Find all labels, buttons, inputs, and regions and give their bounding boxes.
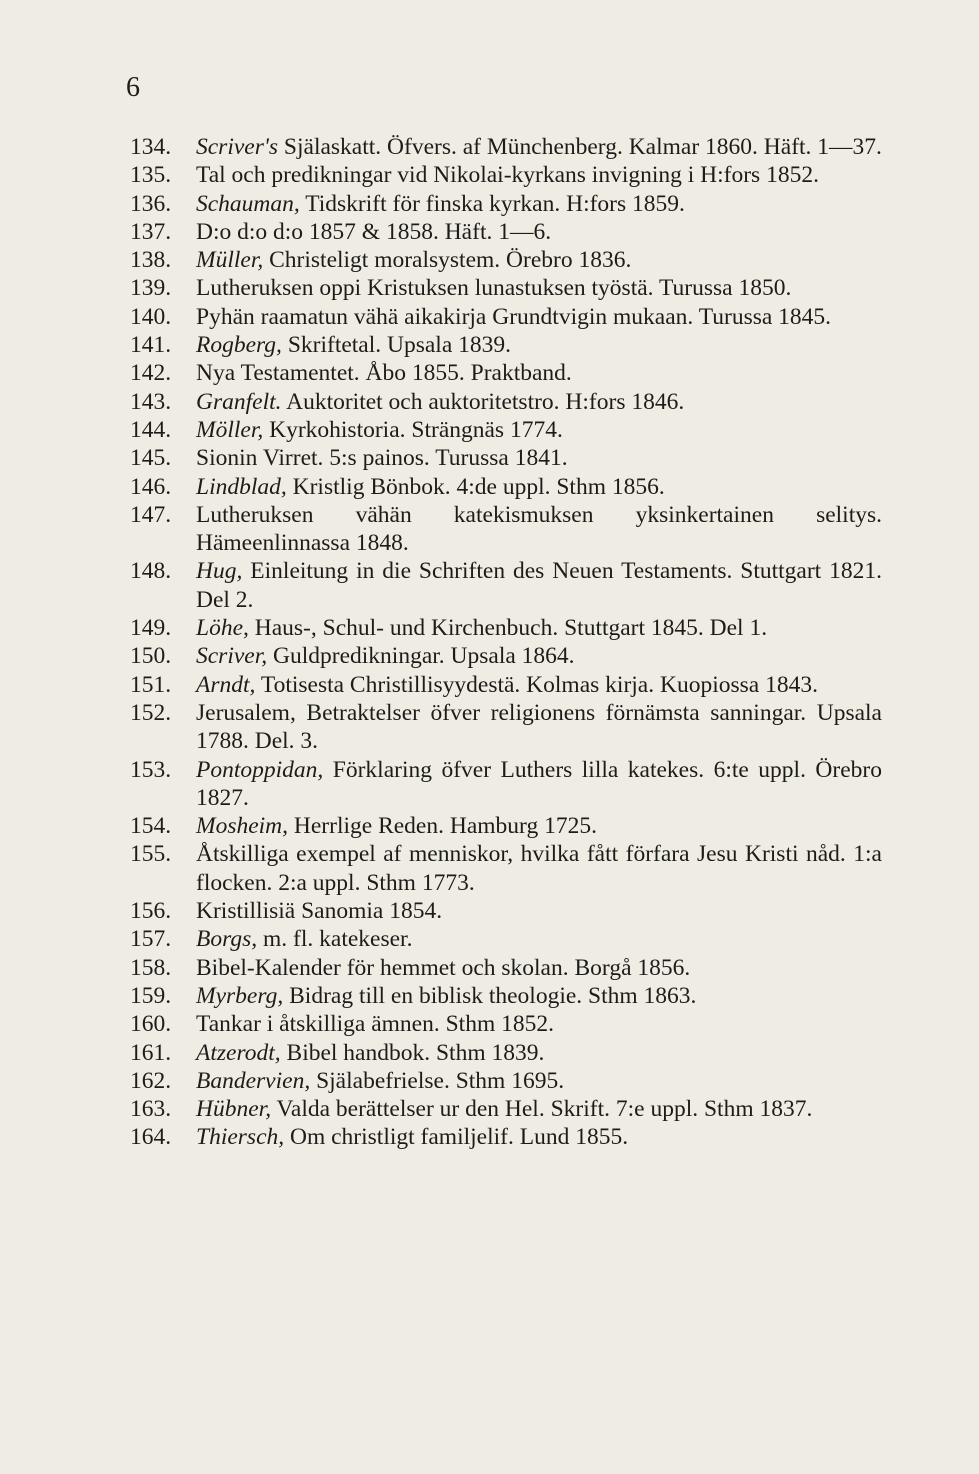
entry-title: Förklaring öfver Luthers lilla katekes. 6:te uppl. Örebro 1827. <box>196 756 882 811</box>
catalogue-entry <box>130 982 882 1010</box>
catalogue-entry <box>130 954 882 982</box>
entry-author: Pontoppidan, <box>196 756 324 783</box>
entry-text <box>196 218 882 246</box>
entry-title: Lutheruksen vähän katekismuksen yksinkertainen selitys. Hämeenlinnassa 1848. <box>196 501 882 557</box>
entry-title: Einleitung in die Schriften des Neuen Testaments. Stuttgart 1821. Del 2. <box>196 558 882 613</box>
entry-title: Bibel-Kalender för hemmet och skolan. Borgå 1856. <box>196 954 691 981</box>
entry-author: Möller, <box>196 416 264 443</box>
catalogue-entry <box>130 1010 882 1038</box>
catalogue-entry <box>130 925 882 953</box>
catalogue-entry <box>130 218 882 246</box>
entry-text <box>196 699 882 756</box>
entry-number: 148. <box>130 558 172 585</box>
entry-title: Kristillisiä Sanomia 1854. <box>196 898 443 925</box>
catalogue-entry <box>130 897 882 925</box>
entry-number: 151. <box>130 671 172 698</box>
entry-title: Bibel handbok. Sthm 1839. <box>280 1039 545 1066</box>
catalogue-entry <box>130 840 882 897</box>
entry-text <box>196 416 882 444</box>
catalogue-entry <box>130 1123 882 1151</box>
entry-text <box>196 161 882 189</box>
entry-title: Jerusalem, Betraktelser öfver religionens förnämsta sanningar. Upsala 1788. Del. 3. <box>196 699 882 755</box>
entry-number: 161. <box>130 1039 172 1066</box>
entry-number: 147. <box>130 501 172 528</box>
entry-text <box>196 925 882 953</box>
entry-text <box>196 671 882 699</box>
entry-text <box>196 274 882 302</box>
entry-number: 145. <box>130 445 172 472</box>
entry-author: Müller, <box>196 247 264 274</box>
page-number: 6 <box>126 72 140 103</box>
entry-author: Lindblad, <box>196 473 287 500</box>
entry-number: 156. <box>130 898 172 925</box>
catalogue-entry <box>130 671 882 699</box>
catalogue-entry <box>130 359 882 387</box>
catalogue-entry <box>130 473 882 501</box>
catalogue-entry <box>130 274 882 302</box>
catalogue-entry <box>130 190 882 218</box>
entry-author: Scriver's <box>196 134 279 160</box>
catalogue-entry <box>130 756 882 813</box>
entry-text <box>196 642 882 670</box>
catalogue-entry <box>130 557 882 614</box>
entry-text <box>196 1039 882 1067</box>
entry-title: Om christligt familjelif. Lund 1855. <box>284 1124 629 1151</box>
entry-number: 149. <box>130 615 172 642</box>
entry-author: Bandervien, <box>196 1067 311 1094</box>
entry-title: Christeligt moralsystem. Örebro 1836. <box>263 247 632 274</box>
entry-number: 139. <box>130 275 172 302</box>
entry-number: 137. <box>130 218 172 245</box>
catalogue-entry <box>130 246 882 274</box>
entry-text <box>196 501 882 558</box>
catalogue-list <box>130 133 882 1152</box>
entry-number: 140. <box>130 303 172 330</box>
entry-author: Myrberg, <box>196 982 284 1009</box>
entry-text <box>196 246 882 274</box>
entry-author: Thiersch, <box>196 1124 285 1151</box>
entry-author: Hübner, <box>196 1096 272 1123</box>
entry-number: 152. <box>130 699 172 726</box>
entry-title: Herrlige Reden. Hamburg 1725. <box>288 813 597 840</box>
entry-title: Tidskrift för finska kyrkan. H:fors 1859. <box>299 190 685 217</box>
entry-text <box>196 1067 882 1095</box>
entry-number: 142. <box>130 360 172 387</box>
entry-number: 163. <box>130 1096 172 1123</box>
entry-title: m. fl. katekeser. <box>257 926 413 953</box>
entry-text <box>196 190 882 218</box>
entry-number: 164. <box>130 1124 172 1151</box>
entry-title: Nya Testamentet. Åbo 1855. Praktband. <box>196 360 572 387</box>
entry-title: Kyrkohistoria. Strängnäs 1774. <box>263 416 563 443</box>
entry-author: Löhe, <box>196 615 249 642</box>
entry-number: 146. <box>130 473 172 500</box>
entry-title: Bidrag till en biblisk theologie. Sthm 1863. <box>283 982 697 1009</box>
entry-title: D:o d:o d:o 1857 & 1858. Häft. 1—6. <box>196 218 552 245</box>
entry-title: Haus-, Schul- und Kirchenbuch. Stuttgart 1845. Del 1. <box>248 615 768 642</box>
entry-title: Själabefrielse. Sthm 1695. <box>310 1067 565 1094</box>
catalogue-entry <box>130 444 882 472</box>
entry-text <box>196 1095 882 1123</box>
entry-number: 136. <box>130 190 172 217</box>
entry-title: Guldpredikningar. Upsala 1864. <box>267 643 575 670</box>
entry-text <box>196 840 882 897</box>
catalogue-entry <box>130 416 882 444</box>
catalogue-entry <box>130 303 882 331</box>
entry-number: 162. <box>130 1067 172 1094</box>
catalogue-entry <box>130 161 882 189</box>
entry-author: Rogberg, <box>196 332 282 359</box>
entry-text <box>196 303 882 331</box>
entry-author: Hug, <box>196 558 243 585</box>
entry-text <box>196 1010 882 1038</box>
entry-text <box>196 557 882 614</box>
entry-title: Själaskatt. Öfvers. af Münchenberg. Kalmar 1860. Häft. 1—37. <box>278 134 882 160</box>
entry-title: Åtskilliga exempel af menniskor, hvilka fått förfara Jesu Kristi nåd. 1:a flocken. 2:a uppl. Sthm 1773. <box>196 841 882 896</box>
entry-title: Kristlig Bönbok. 4:de uppl. Sthm 1856. <box>286 473 665 500</box>
entry-title: Auktoritet och auktoritetstro. H:fors 1846. <box>281 388 685 415</box>
entry-author: Schauman, <box>196 190 300 217</box>
entry-title: Skriftetal. Upsala 1839. <box>281 332 512 359</box>
entry-text <box>196 812 882 840</box>
entry-text <box>196 982 882 1010</box>
entry-text <box>196 897 882 925</box>
entry-author: Arndt, <box>196 671 256 698</box>
entry-number: 160. <box>130 1011 172 1038</box>
catalogue-entry <box>130 133 882 161</box>
entry-title: Sionin Virret. 5:s painos. Turussa 1841. <box>196 445 568 472</box>
entry-number: 134. <box>130 134 172 160</box>
entry-text <box>196 614 882 642</box>
catalogue-entry <box>130 331 882 359</box>
entry-number: 143. <box>130 388 172 415</box>
entry-author: Atzerodt, <box>196 1039 281 1066</box>
entry-title: Tal och predikningar vid Nikolai-kyrkans invigning i H:fors 1852. <box>196 162 819 189</box>
entry-title: Pyhän raamatun vähä aikakirja Grundtvigin mukaan. Turussa 1845. <box>196 303 832 330</box>
entry-text <box>196 388 882 416</box>
catalogue-entry <box>130 1039 882 1067</box>
entry-author: Scriver, <box>196 643 268 670</box>
catalogue-entry <box>130 1067 882 1095</box>
catalogue-entry <box>130 699 882 756</box>
entry-text <box>196 756 882 813</box>
entry-number: 155. <box>130 841 172 868</box>
entry-text <box>196 473 882 501</box>
entry-number: 138. <box>130 247 172 274</box>
entry-text <box>196 331 882 359</box>
entry-text <box>196 133 882 161</box>
catalogue-entry <box>130 812 882 840</box>
entry-text <box>196 444 882 472</box>
entry-text <box>196 359 882 387</box>
entry-title: Totisesta Christillisyydestä. Kolmas kirja. Kuopiossa 1843. <box>255 671 818 698</box>
entry-author: Granfelt. <box>196 388 282 415</box>
entry-number: 159. <box>130 982 172 1009</box>
catalogue-entry <box>130 614 882 642</box>
entry-number: 157. <box>130 926 172 953</box>
entry-number: 144. <box>130 416 172 443</box>
entry-number: 141. <box>130 332 172 359</box>
entry-number: 150. <box>130 643 172 670</box>
entry-number: 154. <box>130 813 172 840</box>
entry-number: 153. <box>130 756 172 783</box>
entry-title: Valda berättelser ur den Hel. Skrift. 7:e uppl. Sthm 1837. <box>271 1096 813 1123</box>
catalogue-entry <box>130 388 882 416</box>
entry-title: Lutheruksen oppi Kristuksen lunastuksen työstä. Turussa 1850. <box>196 275 792 302</box>
catalogue-entry <box>130 1095 882 1123</box>
entry-author: Borgs, <box>196 926 258 953</box>
entry-author: Mosheim, <box>196 813 289 840</box>
entry-title: Tankar i åtskilliga ämnen. Sthm 1852. <box>196 1011 554 1038</box>
entry-text <box>196 954 882 982</box>
entry-number: 158. <box>130 954 172 981</box>
catalogue-entry <box>130 501 882 558</box>
entry-number: 135. <box>130 162 172 189</box>
catalogue-entry <box>130 642 882 670</box>
entry-text <box>196 1123 882 1151</box>
